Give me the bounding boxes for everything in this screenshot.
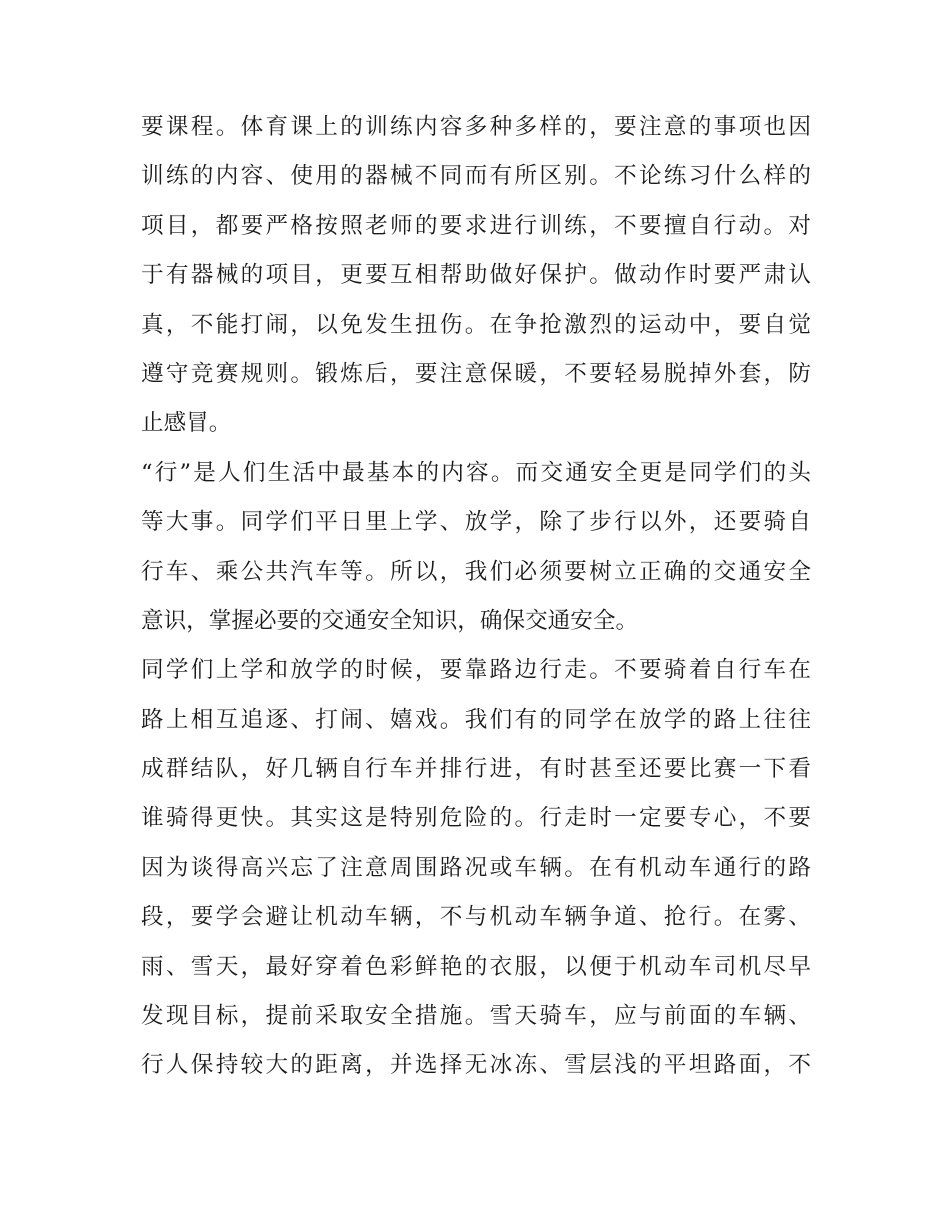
text-line: 路上相互追逐、打闹、嬉戏。我们有的同学在放学的路上往往 — [141, 706, 811, 733]
paragraph-traffic-intro — [141, 449, 811, 647]
text-line: 意识，掌握必要的交通安全知识，确保交通安全。 — [141, 607, 639, 634]
text-line: 行车、乘公共汽车等。所以，我们必须要树立正确的交通安全 — [141, 558, 811, 585]
text-line: 雨、雪天，最好穿着色彩鲜艳的衣服，以便于机动车司机尽早 — [141, 953, 811, 980]
paragraph-traffic-rules — [141, 646, 811, 1091]
text-line: 训练的内容、使用的器械不同而有所区别。不论练习什么样的 — [141, 163, 811, 190]
text-line: 遵守竞赛规则。锻炼后，要注意保暖，不要轻易脱掉外套，防 — [141, 360, 811, 387]
text-line: 段，要学会避让机动车辆，不与机动车辆争道、抢行。在雾、 — [141, 904, 811, 931]
text-line: 项目，都要严格按照老师的要求进行训练，不要擅自行动。对 — [141, 212, 811, 239]
text-line: 成群结队，好几辆自行车并排行进，有时甚至还要比赛一下看 — [141, 756, 811, 783]
text-line: 等大事。同学们平日里上学、放学，除了步行以外，还要骑自 — [141, 509, 811, 536]
text-line: “行”是人们生活中最基本的内容。而交通安全更是同学们的头 — [141, 459, 811, 486]
text-line: 于有器械的项目，更要互相帮助做好保护。做动作时要严肃认 — [141, 262, 811, 289]
paragraph-sports-safety — [141, 103, 811, 449]
text-line: 真，不能打闹，以免发生扭伤。在争抢激烈的运动中，要自觉 — [141, 311, 811, 338]
document-body — [141, 103, 811, 1091]
text-line: 发现目标，提前采取安全措施。雪天骑车，应与前面的车辆、 — [141, 1003, 811, 1030]
text-line: 行人保持较大的距离，并选择无冰冻、雪层浅的平坦路面，不 — [141, 1052, 811, 1079]
text-line: 谁骑得更快。其实这是特别危险的。行走时一定要专心，不要 — [141, 805, 811, 832]
text-line: 止感冒。 — [141, 410, 232, 437]
text-line: 要课程。体育课上的训练内容多种多样的，要注意的事项也因 — [141, 114, 811, 140]
text-line: 同学们上学和放学的时候，要靠路边行走。不要骑着自行车在 — [141, 657, 811, 684]
text-line: 因为谈得高兴忘了注意周围路况或车辆。在有机动车通行的路 — [141, 854, 811, 881]
